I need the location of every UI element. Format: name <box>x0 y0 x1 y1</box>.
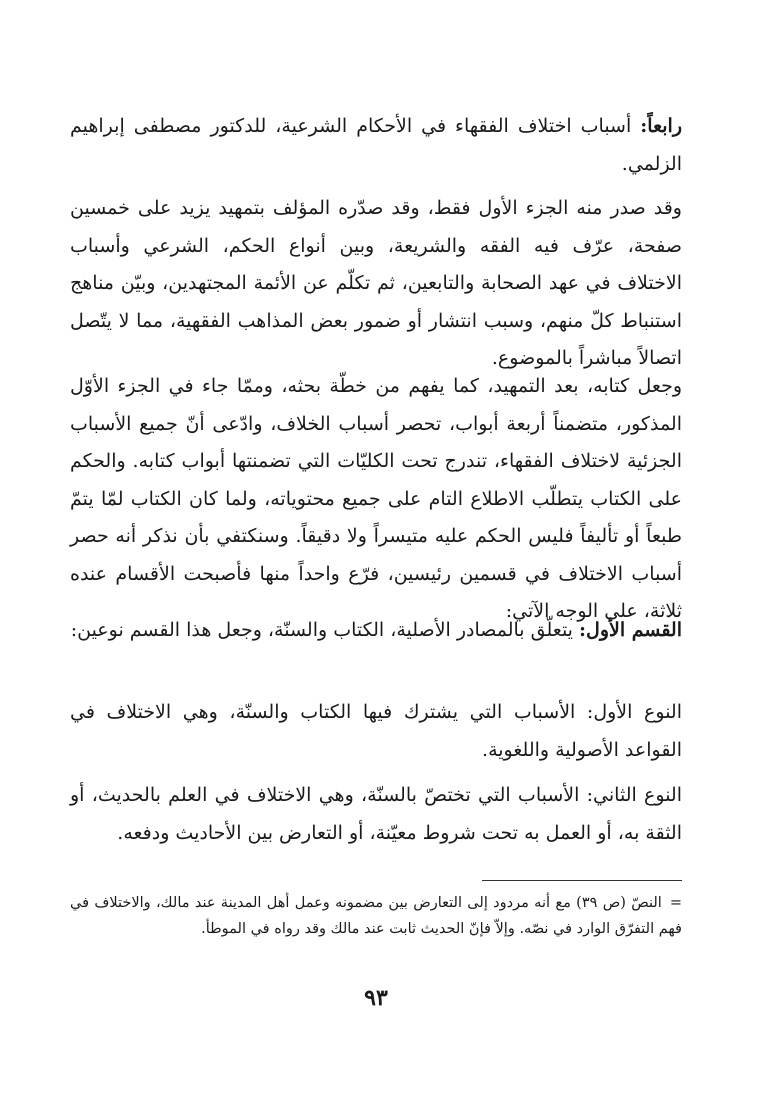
paragraph-book-intro <box>70 190 682 378</box>
paragraph-text: وقد صدر منه الجزء الأول فقط، وقد صدّره المؤلف بتمهيد يزيد على خمسين صفحة، عرّف فيه الفقه والشريعة، وبين أنواع الحكم، الشرعي وأسباب الاختلاف في عهد الصحابة والتابعين، ثم تكلّم عن الأئمة المجتهدين، وبيّن مناهج استنباط كلّ منهم، وسبب انتشار أو ضمور بعض المذاهب الفقهية، مما لا يتّصل اتصالاً مباشراً بالموضوع. <box>70 197 682 369</box>
paragraph-first-type <box>70 694 682 769</box>
paragraph-second-type <box>70 777 682 852</box>
paragraph-text: النوع الثاني: الأسباب التي تختصّ بالسنّة، وهي الاختلاف في العلم بالحديث، أو الثقة به، أو العمل به تحت شروط معيّنة، أو التعارض بين الأحاديث ودفعه. <box>70 784 682 844</box>
paragraph-text: أسباب اختلاف الفقهاء في الأحكام الشرعية، للدكتور مصطفى إبراهيم الزلمي. <box>70 115 682 175</box>
paragraph-book-structure <box>70 368 682 631</box>
footnote-continuation-mark: = <box>669 895 682 911</box>
book-page <box>70 100 682 1040</box>
footnote-divider <box>482 880 682 881</box>
paragraph-fourth-source <box>70 108 682 183</box>
page-number: ٩٣ <box>364 985 388 1011</box>
paragraph-text: وجعل كتابه، بعد التمهيد، كما يفهم من خطّة بحثه، وممّا جاء في الجزء الأوّل المذكور، متضمناً أربعة أبواب، تحصر أسباب الخلاف، وادّعى أنّ جميع الأسباب الجزئية لاختلاف الفقهاء، تندرج تحت الكليّات التي تضمنتها أبواب كتابه. والحكم على الكتاب يتطلّب الاطلاع التام على جميع محتوياته، ولما كان الكتاب لمّا يتمّ طبعاً أو تأليفاً فليس الحكم عليه متيسراً ولا دقيقاً. وسنكتفي بأن نذكر أنه حصر أسباب الاختلاف في قسمين رئيسين، فرّع واحداً منها فأصبحت الأقسام عنده ثلاثة، على الوجه الآتي: <box>70 375 682 622</box>
paragraph-lead: رابعاً: <box>640 115 682 137</box>
paragraph-first-section <box>70 612 682 650</box>
paragraph-lead: القسم الأول: <box>579 619 682 641</box>
paragraph-text: النوع الأول: الأسباب التي يشترك فيها الكتاب والسنّة، وهي الاختلاف في القواعد الأصولية واللغوية. <box>70 701 682 761</box>
footnote-text: النصّ (ص ٣٩) مع أنه مردود إلى التعارض بين مضمونه وعمل أهل المدينة عند مالك، والاختلاف في فهم التفرّق الوارد في نصّه. وإلاّ فإنّ الحديث ثابت عند مالك وقد رواه في الموطأ. <box>70 895 682 937</box>
footnote <box>70 890 682 942</box>
paragraph-text: يتعلّق بالمصادر الأصلية، الكتاب والسنّة، وجعل هذا القسم نوعين: <box>70 619 579 641</box>
